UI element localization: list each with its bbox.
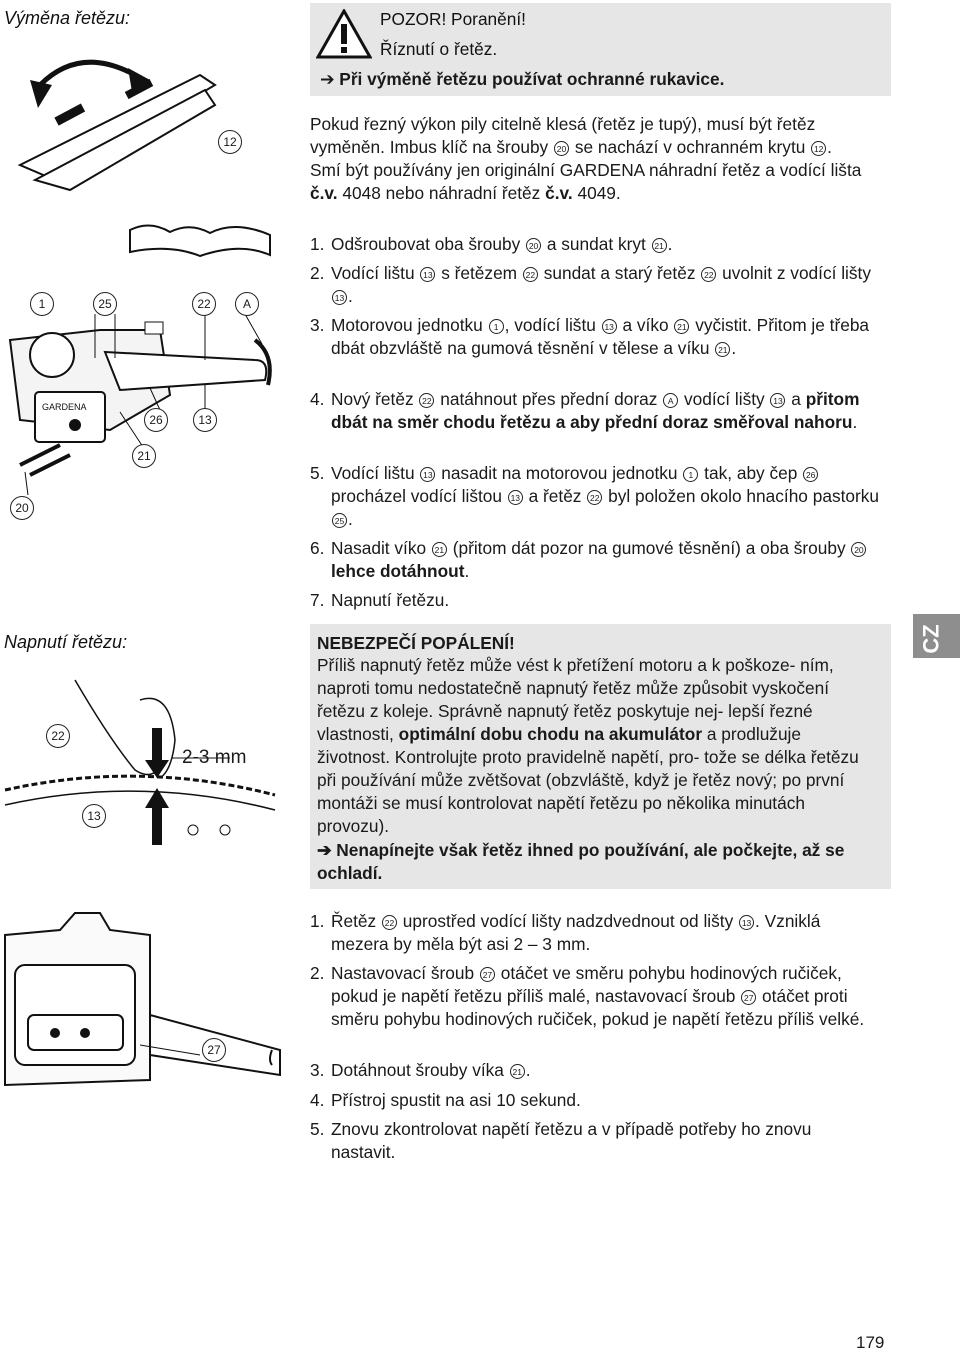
intro-text-1b: se nachází v ochranném krytu [574, 137, 806, 157]
warning1-note: Při výměně řetězu používat ochranné rukavice. [339, 69, 725, 89]
intro-paragraph: Pokud řezný výkon pily citelně klesá (řetěz je tupý), musí být řetěz vyměněn. Imbus klíč na šrouby 20 se nachází v ochranném krytu 12 . Smí být používány jen originální GARDENA náhradní řetěz a vodící lišta č.v. 4048 nebo náhradní řetěz č.v. 4049. [310, 114, 862, 203]
figure-motor-unit [0, 300, 290, 500]
warning-triangle-icon [316, 9, 372, 59]
label-26: 26 [144, 408, 168, 432]
label-21: 21 [132, 444, 156, 468]
language-tab [913, 614, 960, 658]
replace-step-3: 3. Motorovou jednotku 1 , vodící lištu 13 a víko 21 vyčistit. Přitom je třeba dbát obzvláště na gumová těsnění v tělese a víku 21 . [310, 315, 870, 358]
replace-step-2: 2. Vodící lištu 13 s řetězem 22 sundat a starý řetěz 22 uvolnit z vodící lišty 13 . [310, 263, 871, 306]
warning1-note-row [320, 68, 724, 91]
label-A: A [235, 292, 259, 316]
arrow-right-icon: ➔ [317, 840, 332, 860]
label-13b: 13 [82, 804, 106, 828]
warning2-body: Příliš napnutý řetěz může vést k přetížení motoru a k poškoze- ním, naproti tomu nedostatečně napnutý řetěz může způsobit vyskočení řetězu z koleje. Správně napnutý řetěz poskytuje nej- lepší řezné vlastnosti, optimální dobu chodu na akumulátor a prodlužuje životnost. Kontrolujte proto pravidelně napětí, pro- tože se délka řetězu při používání může zvětšovat (obzvláště, když je řetěz nový; po první montáži se musí kontrolovat napětí řetězu po několika minutách provozu). [317, 655, 859, 836]
warning-box-cut [310, 3, 891, 96]
warning2-note-row [317, 839, 877, 885]
figure-adjust-screw [0, 905, 290, 1105]
ref-20: 20 [554, 141, 569, 156]
intro-text-2c: 4048 nebo náhradní řetěz [342, 183, 541, 203]
page-number: 179 [856, 1333, 885, 1352]
intro-text-2e: 4049. [577, 183, 621, 203]
warning-box-burn [310, 624, 891, 889]
replace-step-4: 4. Nový řetěz 22 natáhnout přes přední doraz A vodící lišty 13 a přitom dbát na směr chodu řetězu a aby přední doraz směřoval nahoru. [310, 389, 860, 432]
label-22: 22 [192, 292, 216, 316]
intro-text-2d: č.v. [545, 183, 573, 203]
label-13: 13 [193, 408, 217, 432]
warning2-note: Nenapínejte však řetěz ihned po používání, ale počkejte, až se ochladí. [317, 840, 845, 883]
label-1: 1 [30, 292, 54, 316]
label-12: 12 [218, 130, 242, 154]
tension-step-1: 1. Řetěz 22 uprostřed vodící lišty nadzdvednout od lišty 13 . Vzniklá mezera by měla být asi 2 – 3 mm. [310, 911, 821, 954]
replace-step-6: 6. Nasadit víko 21 (přitom dát pozor na gumové těsnění) a oba šrouby 20 lehce dotáhnout. [310, 537, 880, 583]
tension-step-5: 5. Znovu zkontrolovat napětí řetězu a v případě potřeby ho znovu nastavit. [310, 1119, 812, 1162]
replace-step-5: 5. Vodící lištu 13 nasadit na motorovou jednotku 1 tak, aby čep 26 procházel vodící lištou 13 a řetěz 22 byl položen okolo hnacího pastorku 25 . [310, 463, 880, 529]
tension-step-4: 4. Přístroj spustit na asi 10 sekund. [310, 1090, 581, 1110]
figure-bar-chain [0, 30, 290, 260]
language-tab-label: CZ [918, 624, 944, 654]
svg-text:GARDENA: GARDENA [42, 402, 87, 412]
label-20: 20 [10, 496, 34, 520]
label-25: 25 [93, 292, 117, 316]
tension-step-3: 3. Dotáhnout šrouby víka 21 . [310, 1060, 531, 1080]
replace-step-7: 7. Napnutí řetězu. [310, 590, 450, 610]
tension-step-2: 2. Nastavovací šroub 27 otáčet ve směru pohybu hodinových ručiček, pokud je napětí řetězu příliš malé, nastavovací šroub 27 otáčet proti směru pohybu hodinových ručiček, pokud je napětí řetězu příliš velké. [310, 963, 865, 1029]
section-title-replace: Výměna řetězu: [4, 8, 131, 28]
intro-text-2b: č.v. [310, 183, 338, 203]
intro-text-2a: Smí být používány jen originální GARDENA náhradní řetěz a vodící lišta [310, 160, 862, 180]
replace-step-1: 1. Odšroubovat oba šrouby 20 a sundat kryt 21 . [310, 234, 673, 254]
label-22b: 22 [46, 724, 70, 748]
warning1-title1: POZOR! Poranění! [380, 9, 526, 29]
gap-label: 2-3 mm [182, 747, 247, 768]
label-27: 27 [202, 1038, 226, 1062]
intro-text-1: Pokud řezný výkon pily citelně klesá (řetěz je tupý), musí být řetěz vyměněn. Imbus klíč na šrouby [310, 114, 816, 157]
warning2-title: NEBEZPEČÍ POPÁLENÍ! [317, 633, 515, 653]
section-title-tension: Napnutí řetězu: [4, 632, 128, 652]
ref-12: 12 [811, 141, 826, 156]
figure-tension [0, 660, 290, 860]
arrow-right-icon: ➔ [320, 69, 335, 89]
warning1-title2: Říznutí o řetěz. [380, 39, 498, 59]
